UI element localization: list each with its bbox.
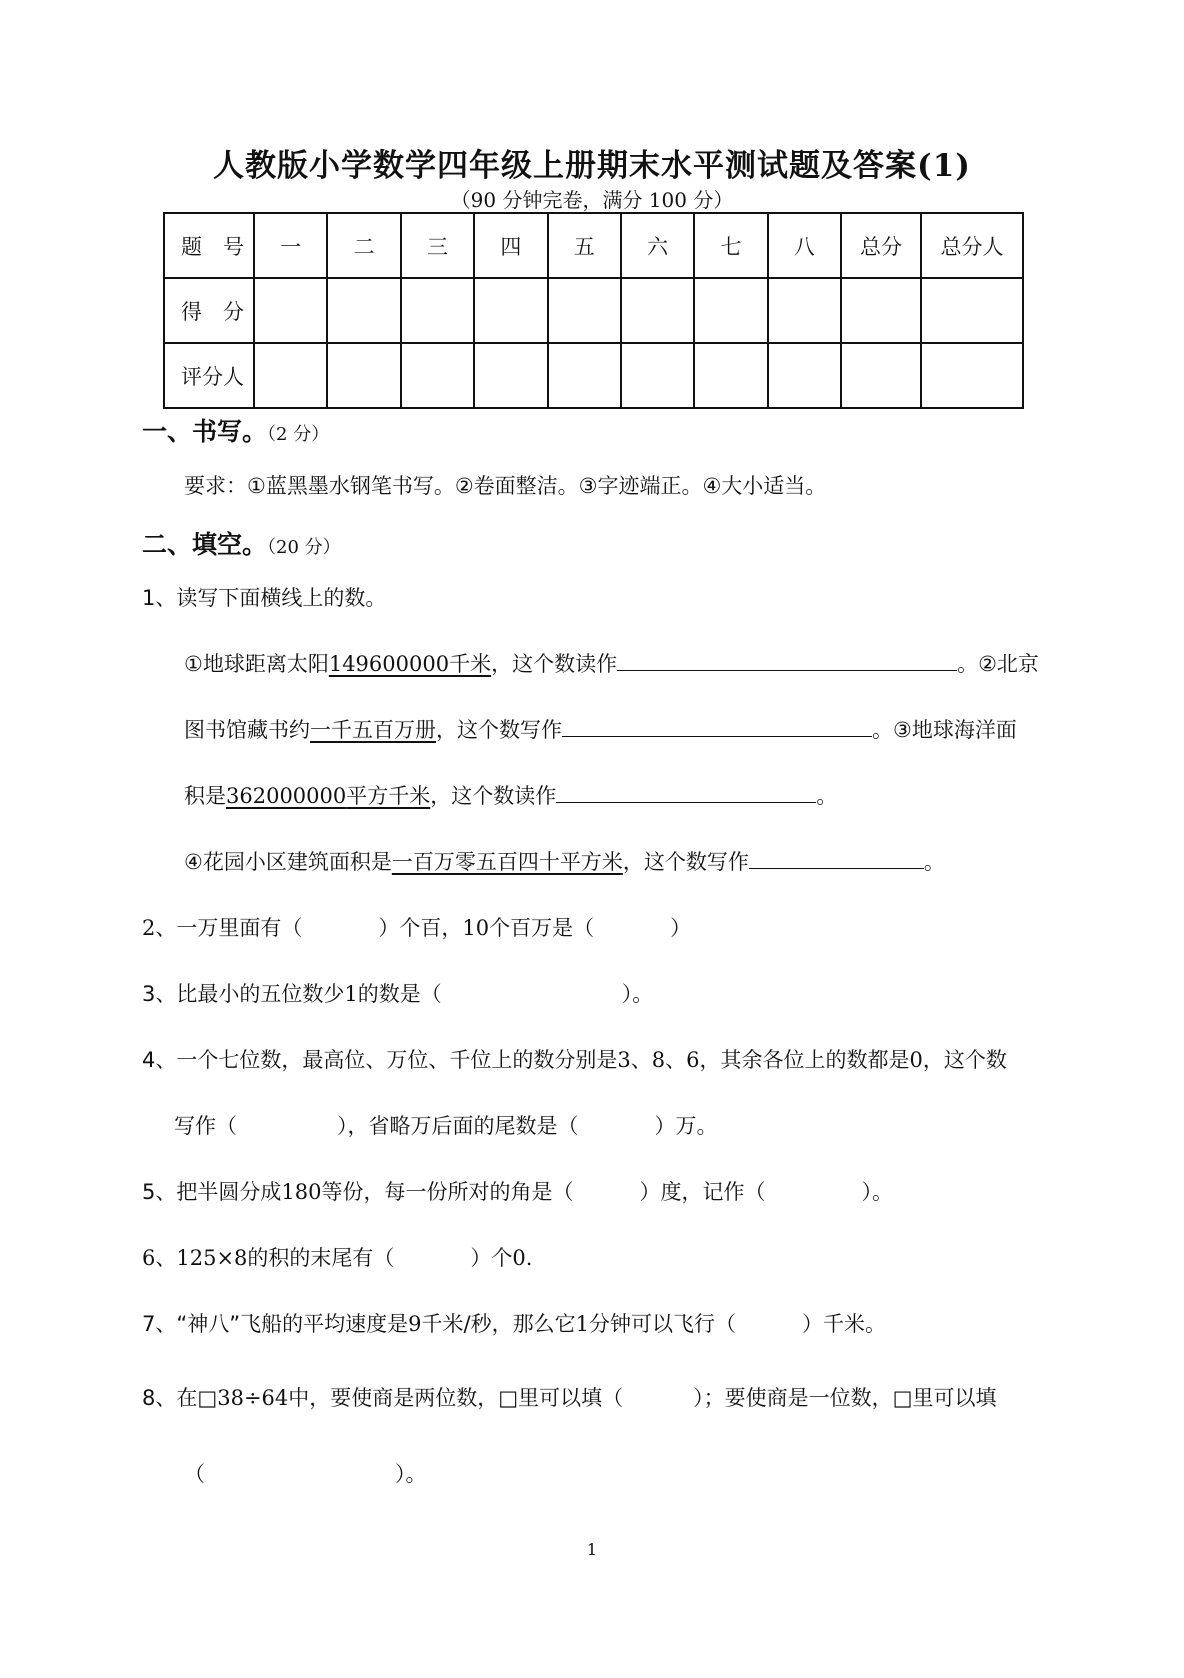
number: 0 [909, 1048, 923, 1072]
exam-subtitle: （90 分钟完卷，满分 100 分） [450, 188, 734, 212]
header-cell: 总分 [841, 213, 921, 278]
text: 2、一万里面有（ [142, 916, 303, 940]
grader-cell [694, 343, 767, 408]
score-cell [254, 278, 327, 343]
text: 图书馆藏书约 [184, 718, 310, 742]
unit: 平方千米 [346, 784, 431, 808]
header-cell: 八 [768, 213, 841, 278]
section-title: 二、填空。 [142, 530, 268, 559]
text: 。②北京 [957, 652, 1039, 676]
score-table-header-row [164, 213, 1023, 278]
score-table [163, 212, 1024, 409]
text: ）千米。 [801, 1312, 886, 1336]
score-cell [474, 278, 547, 343]
question-8-line-2 [184, 1458, 427, 1488]
text: 7、“神八”飞船的平均速度是 [142, 1312, 409, 1336]
question-1-line-4 [184, 846, 945, 876]
text: 的积的末尾有（ [247, 1246, 395, 1270]
text: ）个百， [378, 916, 463, 940]
header-cell: 总分人 [921, 213, 1023, 278]
section-heading-fill [142, 525, 341, 561]
question-1-title: 1、读写下面横线上的数。 [142, 586, 387, 610]
text: （ [184, 1462, 205, 1486]
row-label: 得 分 [164, 278, 254, 343]
number: 10 [462, 916, 490, 940]
underlined-number [226, 784, 430, 808]
text: 的数是（ [357, 982, 442, 1006]
grader-cell [921, 343, 1023, 408]
text: ） [670, 916, 692, 940]
question-8-line-1 [142, 1382, 996, 1412]
text: ，这个数写作 [622, 850, 749, 874]
header-cell: 二 [327, 213, 400, 278]
section-heading-writing [142, 412, 329, 448]
expression: 6、125×8 [142, 1246, 248, 1270]
text: ）度，记作（ [639, 1180, 766, 1204]
text: ，其余各位上的数都是 [699, 1048, 910, 1072]
text: 。③地球海洋面 [872, 718, 1017, 742]
text: 4、一个七位数，最高位、万位、千位上的数分别是 [142, 1048, 618, 1072]
section-title: 一、书写。 [142, 417, 268, 446]
grader-cell [401, 343, 474, 408]
number: 149600000 [328, 652, 450, 676]
question-1-line-1 [184, 648, 1039, 678]
number: 1 [344, 982, 358, 1006]
question-5 [142, 1176, 893, 1206]
text: ，这个数读作 [491, 652, 618, 676]
question-2 [142, 912, 691, 942]
header-cell: 一 [254, 213, 327, 278]
score-cell [921, 278, 1023, 343]
header-cell: 七 [694, 213, 767, 278]
header-cell: 题 号 [164, 213, 254, 278]
text: ）。 [861, 1180, 893, 1204]
text: 等份，每一份所对的角是（ [321, 1180, 574, 1204]
text: 。 [923, 850, 945, 874]
text: 写作（ [174, 1114, 237, 1138]
score-cell [768, 278, 841, 343]
answer-blank[interactable] [617, 650, 957, 671]
text: ）。 [395, 1462, 427, 1486]
text: ），省略万后面的尾数是（ [337, 1114, 579, 1138]
header-cell: 三 [401, 213, 474, 278]
underlined-words: 一千五百万册 [310, 718, 436, 742]
header-cell: 五 [548, 213, 621, 278]
score-cell [621, 278, 694, 343]
number: 0. [512, 1246, 533, 1270]
text: ，这个数 [922, 1048, 1007, 1072]
answer-blank[interactable] [749, 848, 924, 869]
question-1-line-3 [184, 780, 837, 810]
text: ，这个数读作 [430, 784, 557, 808]
grader-cell [327, 343, 400, 408]
question-4-line-1 [142, 1044, 1007, 1074]
page-number: 1 [586, 1540, 598, 1559]
section-points: （20 分） [267, 537, 341, 558]
score-row [164, 278, 1023, 343]
number: 362000000 [226, 784, 347, 808]
text: ④花园小区建筑面积是 [184, 850, 392, 874]
text: 3、比最小的五位数少 [142, 982, 345, 1006]
unit: 千米 [449, 652, 492, 676]
underlined-number [329, 652, 491, 676]
question-4-line-2 [174, 1110, 718, 1140]
underlined-words: 一百万零五百四十平方米 [391, 850, 623, 874]
number: 180 [281, 1180, 322, 1204]
text: 5、把半圆分成 [142, 1180, 282, 1204]
number: 9 [408, 1312, 422, 1336]
answer-blank[interactable] [562, 716, 872, 737]
text: 8、在 [142, 1386, 198, 1410]
score-cell [841, 278, 921, 343]
text: 千米/秒，那么它 [421, 1312, 576, 1336]
expression: □38÷64 [197, 1386, 289, 1410]
row-label: 评分人 [164, 343, 254, 408]
header-cell: 四 [474, 213, 547, 278]
grader-cell [841, 343, 921, 408]
score-cell [327, 278, 400, 343]
page-title: 人教版小学数学四年级上册期末水平测试题及答案(1) [213, 148, 971, 184]
text: 分钟可以飞行（ [588, 1312, 736, 1336]
writing-requirement: 要求：①蓝黑墨水钢笔书写。②卷面整洁。③字迹端正。④大小适当。 [184, 474, 827, 498]
grader-row [164, 343, 1023, 408]
text: ）。 [621, 982, 654, 1006]
section-points: （2 分） [267, 424, 330, 445]
header-cell: 六 [621, 213, 694, 278]
number: 1 [575, 1312, 589, 1336]
question-1-line-2 [184, 714, 1017, 744]
grader-cell [254, 343, 327, 408]
text: ）万。 [654, 1114, 718, 1138]
question-7 [142, 1308, 886, 1338]
text: 。 [816, 784, 838, 808]
number: 3、8、6 [617, 1048, 700, 1072]
text: ）；要使商是一位数，□里可以填 [693, 1386, 997, 1410]
text: 中，要使商是两位数，□里可以填（ [288, 1386, 624, 1410]
grader-cell [548, 343, 621, 408]
question-6 [142, 1242, 532, 1272]
text: ）个 [470, 1246, 513, 1270]
score-cell [548, 278, 621, 343]
score-cell [694, 278, 767, 343]
score-cell [401, 278, 474, 343]
text: 个百万是（ [489, 916, 595, 940]
grader-cell [768, 343, 841, 408]
text: ，这个数写作 [436, 718, 562, 742]
grader-cell [474, 343, 547, 408]
grader-cell [621, 343, 694, 408]
answer-blank[interactable] [556, 782, 816, 803]
text: 积是 [184, 784, 226, 808]
question-3 [142, 978, 653, 1008]
text: ①地球距离太阳 [184, 652, 329, 676]
